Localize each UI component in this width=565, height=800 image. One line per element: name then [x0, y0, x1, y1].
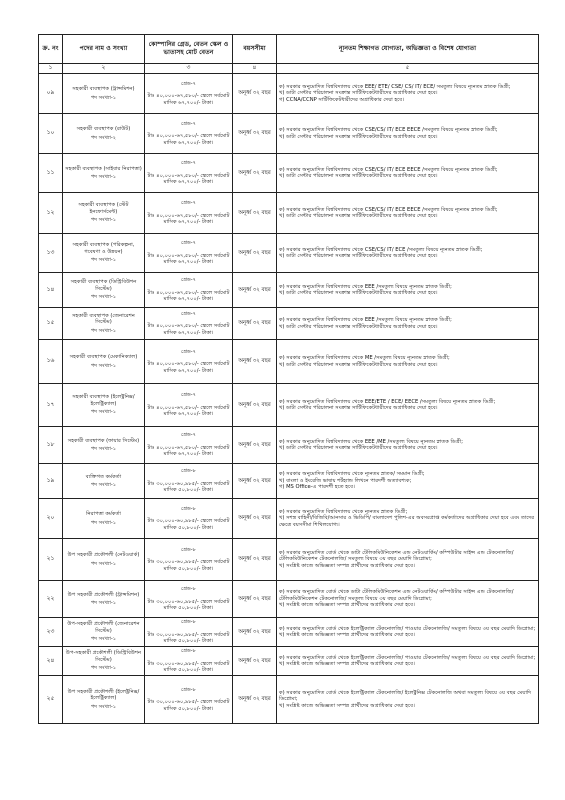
pay-grade: গ্রেড-৭ [180, 310, 197, 317]
table-row [39, 581, 539, 618]
header-pay: কোম্পানির গ্রেড, বেতন স্কেল ও ভাতাসহ মোট বেতন [145, 35, 233, 64]
qualification-line: খ) সংশ্লিষ্ট কাজে অভিজ্ঞতা সম্পন্ন প্রার্থীদের অগ্রাধিকার দেয়া হবে। [279, 562, 415, 569]
pay-scale: টাঃ ৪০,০০০-৬৭,৫৮০/- স্কেলে সর্বমোট মাসিক ৬৭,৭০০/- টাকা। [147, 323, 230, 336]
pay-grade: গ্রেড-৮ [180, 468, 197, 475]
age-limit: অনূর্ধ্ব ৩২ বছর [233, 464, 277, 499]
column-number-row [39, 64, 539, 74]
post-cell [63, 427, 145, 464]
column-number: ২ [63, 64, 145, 74]
post-count: পদ সংখ্যা-১ [90, 94, 117, 101]
pay-grade: গ্রেড-৮ [180, 686, 197, 693]
age-limit: অনূর্ধ্ব ৩২ বছর [233, 234, 277, 273]
age-limit: অনূর্ধ্ব ৩২ বছর [233, 273, 277, 308]
age-limit: অনূর্ধ্ব ৩২ বছর [233, 427, 277, 464]
post-count: পদ সংখ্যা-১ [90, 560, 117, 567]
table-row [39, 499, 539, 539]
serial-number: ২৩ [39, 618, 63, 647]
post-name: সহকারী ব্যবস্থাপক (রাউট) [76, 126, 131, 132]
post-cell [63, 340, 145, 384]
age-limit: অনূর্ধ্ব ৩২ বছর [233, 581, 277, 618]
post-name: সহকারী ব্যবস্থাপক (ফায়ার সিস্টেম) [67, 437, 140, 444]
table-row [39, 114, 539, 154]
age-limit: অনূর্ধ্ব ৩২ বছর [233, 647, 277, 676]
post-name: সহকারী ব্যবস্থাপক (ডিস্ট্রিবিউশন সিস্টেম) [70, 279, 137, 292]
qualification-line: ক) সরকার অনুমোদিত বোর্ড থেকে ইলেক্ট্রিক্যাল টেকনোলজি/ পাওয়ার টেকনোলজি/ সমতুল্য বিষয়ে ৩য় বছর মেয়াদি ডিপ্লোমা; [279, 625, 536, 632]
qualification-cell [277, 234, 539, 273]
post-count: পদ সংখ্যা-১ [90, 636, 117, 643]
job-circular-table [38, 34, 539, 724]
post-cell [63, 539, 145, 581]
serial-number: ১১ [39, 154, 63, 193]
qualification-line: ক) সরকার অনুমোদিত বিশ্ববিদ্যালয় থেকে EEE /ME /সমতুল্য বিষয়ে ন্যূনতম স্নাতক ডিগ্রী; [279, 438, 463, 445]
pay-scale: টাঃ ৪০,০০০-৬৭,৫৮০/- স্কেলে সর্বমোট মাসিক ৬৭,৭০০/- টাকা। [147, 172, 230, 186]
table-row [39, 539, 539, 581]
post-count: পদ সংখ্যা-১ [90, 362, 117, 369]
post-name: সহকারী ব্যবস্থাপক (ট্রান্সমিশন) [72, 86, 135, 92]
age-limit: অনূর্ধ্ব ৩২ বছর [233, 114, 277, 154]
table-row [39, 340, 539, 384]
pay-grade: গ্রেড-৭ [180, 348, 197, 355]
pay-cell [145, 308, 233, 340]
qualification-line: খ) বাংলা ও ইংরেজি ভাষায় শর্টহ্যান্ড লিখনে পারদর্শী অত্যাবশ্যক; [279, 477, 412, 484]
qualification-line: গ) MS Office-এ পারদর্শী হতে হবে। [279, 484, 355, 491]
pay-scale: টাঃ ৩০,০০০-৬০,৯৮৫/- স্কেলে সর্বমোট মাসিক ৫০,৮০০/- টাকা। [147, 598, 230, 612]
pay-scale: টাঃ ৩০,০০০-৬০,৯৮৫/- স্কেলে সর্বমোট মাসিক ৫০,৮০০/- টাকা। [147, 699, 230, 712]
qualification-cell [277, 464, 539, 499]
age-limit: অনূর্ধ্ব ৩২ বছর [233, 154, 277, 193]
age-limit: অনূর্ধ্ব ৩২ বছর [233, 308, 277, 340]
qualification-line: খ) ডাটা সেন্টার পরিচালনা সংক্রান্ত সার্টিফিকেটধারীদের অগ্রাধিকার দেয়া হবে। [279, 90, 438, 97]
qualification-cell [277, 154, 539, 193]
table-row [39, 464, 539, 499]
age-limit: অনূর্ধ্ব ৩২ বছর [233, 539, 277, 581]
qualification-cell [277, 427, 539, 464]
pay-cell [145, 154, 233, 193]
qualification-line: ক) সরকার অনুমোদিত বিশ্ববিদ্যালয় থেকে EEE/ETE / ECE/ EECE /সমতুল্য বিষয়ে ন্যূনতম স্নাতক ডিগ্রী; [279, 398, 496, 405]
qualification-cell [277, 340, 539, 384]
qualification-line: ক) সরকার অনুমোদিত বিশ্ববিদ্যালয় থেকে ME /সমতুল্য বিষয়ে ন্যূনতম স্নাতক ডিগ্রী; [279, 355, 450, 361]
qualification-line: খ) ডাটা সেন্টার পরিচালনা সংক্রান্ত সার্টিফিকেটধারীদের অগ্রাধিকার দেয়া হবে। [279, 253, 438, 259]
post-count: পদ সংখ্যা-১ [90, 409, 117, 416]
post-count: পদ সংখ্যা-১ [90, 294, 117, 301]
table-row [39, 647, 539, 676]
pay-scale: টাঃ ৪০,০০০-৬৭,৫৮০/- স্কেলে সর্বমোট মাসিক ৬৭,৭০০/- টাকা। [147, 252, 230, 266]
qualification-line: ক) সরকার অনুমোদিত বিশ্ববিদ্যালয় থেকে CSE/CS/ IT/ ECE /সমতুল্য বিষয়ে ন্যূনতম স্নাতক ডিগ্রী; [279, 246, 483, 253]
post-name: নিরাপত্তা কর্মকর্তা [86, 511, 121, 517]
post-cell [63, 618, 145, 647]
qualification-cell [277, 499, 539, 539]
header-qualification: ন্যূনতম শিক্ষাগত যোগ্যতা, অভিজ্ঞতা ও বিশেষ যোগ্যতা [277, 35, 539, 64]
table-row [39, 427, 539, 464]
post-count: পদ সংখ্যা-১ [90, 665, 117, 672]
age-limit: অনূর্ধ্ব ৩২ বছর [233, 676, 277, 724]
table-row [39, 384, 539, 427]
post-count: পদ সংখ্যা-২ [90, 134, 117, 141]
serial-number: ২০ [39, 499, 63, 539]
serial-number: ১৫ [39, 308, 63, 340]
qualification-cell [277, 308, 539, 340]
post-cell [63, 114, 145, 154]
pay-scale: টাঃ ৪০,০০০-৬৭,৫৮০/- স্কেলে সর্বমোট মাসিক ৬৭,৭০০/- টাকা। [147, 93, 230, 106]
qualification-line: খ) ডাটা সেন্টার পরিচালনা সংক্রান্ত সার্টিফিকেটধারীদের অগ্রাধিকার দেয়া হবে। [279, 445, 438, 451]
pay-grade: গ্রেড-৭ [180, 200, 197, 207]
pay-scale: টাঃ ৩০,০০০-৬০,৯৮৫/- স্কেলে সর্বমোট মাসিক ৫০,৮০০/- টাকা। [147, 660, 230, 674]
pay-grade: গ্রেড-৮ [180, 648, 197, 655]
pay-cell [145, 676, 233, 724]
post-cell [63, 273, 145, 308]
post-count: পদ সংখ্যা-১ [90, 600, 117, 606]
pay-grade: গ্রেড-৮ [180, 505, 197, 512]
serial-number: ১৮ [39, 427, 63, 464]
age-limit: অনূর্ধ্ব ৩২ বছর [233, 193, 277, 234]
qualification-cell [277, 193, 539, 234]
post-cell [63, 581, 145, 618]
post-name: সহকারী ব্যবস্থাপক (স্টেট ইনফোর্সমেন্ট) [78, 202, 129, 215]
qualification-line: খ) ডাটা সেন্টার পরিচালনা সংক্রান্ত সার্টিফিকেটধারীদের অগ্রাধিকার দেয়া হবে। [279, 405, 438, 411]
pay-scale: টাঃ ৩০,০০০-৬০,৯৮৫/- স্কেলে সর্বমোট মাসিক ৫০,৮০০/- টাকা। [147, 631, 230, 645]
post-name: সহকারী ব্যবস্থাপক (সাইবার নিরাপত্তা) [65, 165, 142, 172]
pay-scale: টাঃ ৪০,০০০-৬৭,৫৮০/- স্কেলে সর্বমোট মাসিক ৬৭,৭০০/- টাকা। [147, 289, 230, 303]
post-count: পদ সংখ্যা-১ [90, 327, 117, 334]
pay-cell [145, 340, 233, 384]
post-count: পদ সংখ্যা-১ [90, 703, 117, 710]
post-cell [63, 499, 145, 539]
qualification-cell [277, 581, 539, 618]
post-cell [63, 234, 145, 273]
recruitment-table-page [38, 34, 538, 724]
pay-cell [145, 427, 233, 464]
qualification-line: ক) সরকার অনুমোদিত বিশ্ববিদ্যালয় থেকে EEE/ ETE/ CSE/ CS/ IT/ ECE/ সমতুল্য বিষয়ে ন্যূনতম স্নাতক ডিগ্রী; [279, 83, 511, 90]
post-cell [63, 647, 145, 676]
qualification-line: ক) সরকার অনুমোদিত বিশ্ববিদ্যালয় থেকে CSE/CS/ IT/ ECE EECE /সমতুল্য বিষয়ে ন্যূনতম স্নাতক ডিগ্রী; [279, 206, 498, 213]
pay-grade: গ্রেড-৮ [180, 619, 197, 626]
age-limit: অনূর্ধ্ব ৩২ বছর [233, 499, 277, 539]
post-name: উপ সহকারী প্রকৌশলী (ট্রান্সমিশন) [67, 591, 140, 598]
post-name: উপ-সহকারী প্রকৌশলী (ডিস্ট্রিবিউশন সিস্টেম) [65, 650, 142, 663]
table-row [39, 234, 539, 273]
pay-scale: টাঃ ৪০,০০০-৬৭,৫৮০/- স্কেলে সর্বমোট মাসিক ৬৭,৭০০/- টাকা। [147, 212, 230, 226]
table-row [39, 618, 539, 647]
pay-cell [145, 539, 233, 581]
qualification-line: খ) সংশ্লিষ্ট কাজে অভিজ্ঞতা সম্পন্ন প্রার্থীদের অগ্রাধিকার দেয়া হবে। [279, 632, 415, 638]
qualification-cell [277, 384, 539, 427]
header-serial: ক্র. নং [39, 35, 63, 64]
serial-number: ২৪ [39, 647, 63, 676]
age-limit: অনূর্ধ্ব ৩২ বছর [233, 618, 277, 647]
pay-scale: টাঃ ৪০,০০০-৬৭,৫৮০/- স্কেলে সর্বমোট মাসিক ৬৭,৭০০/- টাকা। [147, 361, 230, 374]
post-name: সহকারী ব্যবস্থাপক (মেকানিক্যাল) [69, 354, 138, 360]
qualification-line: ক) সরকার অনুমোদিত বিশ্ববিদ্যালয় থেকে EEE /সমতুল্য বিষয়ে ন্যূনতম স্নাতক ডিগ্রী; [279, 283, 452, 290]
post-cell [63, 154, 145, 193]
qualification-line: গ) CCNA/CCNP সার্টিফিকেটধারীদের অগ্রাধিকার দেয়া হবে। [279, 96, 405, 103]
qualification-line: খ) ডাটা সেন্টার পরিচালনা সংক্রান্ত সার্টিফিকেটধারীদের অগ্রাধিকার দেয়া হবে। [279, 213, 438, 219]
table-row [39, 74, 539, 114]
qualification-line: খ) সংশ্লিষ্ট কাজে অভিজ্ঞতা সম্পন্ন প্রার্থীদের অগ্রাধিকার দেয়া হবে। [279, 661, 415, 667]
qualification-line: খ) সংশ্লিষ্ট কাজে অভিজ্ঞতা সম্পন্ন প্রার্থীদের অগ্রাধিকার দেয়া হবে। [279, 702, 415, 709]
age-limit: অনূর্ধ্ব ৩২ বছর [233, 340, 277, 384]
pay-scale: টাঃ ৪০,০০০-৬৭,৫৮০/- স্কেলে সর্বমোট মাসিক ৬৭,৭০০/- টাকা। [147, 404, 230, 418]
post-cell [63, 384, 145, 427]
qualification-line: ক) সরকার অনুমোদিত বোর্ড থেকে ইলেক্ট্রিক্যাল টেকনোলজি/ পাওয়ার টেকনোলজি/ সমতুল্য বিষয়ে ৩য় বছর মেয়াদি ডিপ্লোমা; [279, 654, 536, 661]
pay-grade: গ্রেড-৭ [180, 80, 197, 87]
column-number: ৫ [277, 64, 539, 74]
pay-cell [145, 273, 233, 308]
serial-number: ২৫ [39, 676, 63, 724]
qualification-line: ক) সরকার অনুমোদিত বিশ্ববিদ্যালয় থেকে CSE/CS/ IT/ ECE EECE /সমতুল্য বিষয়ে ন্যূনতম স্নাতক ডিগ্রী; [279, 166, 498, 173]
column-number: ১ [39, 64, 63, 74]
qualification-line: ক) সরকার অনুমোদিত বোর্ড থেকে ডাটা টেলিকমিউনিকেশন এন্ড নেটওয়ার্কিং/ কম্পিউটার সাইন্স এন্ড টেকনোলজি/ টেলিকমিউনিকেশন টেকনোলজি/ সমতুল্য বিষয়ে ৩য় বছর মেয়াদি ডিপ্লোমা; [279, 549, 514, 563]
qualification-line: ক) সরকার অনুমোদিত বিশ্ববিদ্যালয় থেকে EEE /সমতুল্য বিষয়ে ন্যূনতম স্নাতক ডিগ্রী; [279, 317, 452, 323]
header-age: বয়সসীমা [233, 35, 277, 64]
qualification-line: খ) সশস্ত্র বাহিনী/বিজিবি/আনসার ও ভিডিপি/ বাংলাদেশ পুলিশ-এর অবসরপ্রাপ্ত কর্মকর্তাদের অগ্রাধিকার দেয়া হবে এবং তাদের ক্ষেত্রে বয়সসীমা শিথিলযোগ্য। [279, 515, 535, 528]
serial-number: ১৪ [39, 273, 63, 308]
serial-number: ০৯ [39, 74, 63, 114]
post-name: সহকারী ব্যবস্থাপক (জেনারেশন সিস্টেম) [72, 312, 135, 326]
pay-cell [145, 581, 233, 618]
post-cell [63, 464, 145, 499]
qualification-line: ক) সরকার অনুমোদিত বিশ্ববিদ্যালয় থেকে CSE/CS/ IT/ ECE EECE /সমতুল্য বিষয়ে ন্যূনতম স্নাতক ডিগ্রী; [279, 127, 498, 133]
post-count: পদ সংখ্যা-১ [90, 174, 117, 180]
pay-cell [145, 647, 233, 676]
pay-cell [145, 384, 233, 427]
post-count: পদ সংখ্যা-১ [90, 217, 117, 224]
pay-cell [145, 114, 233, 154]
serial-number: ২২ [39, 581, 63, 618]
table-row [39, 193, 539, 234]
pay-cell [145, 234, 233, 273]
post-name: উপ সহকারী প্রকৌশলী (নেটওয়ার্ক) [67, 552, 140, 558]
qualification-cell [277, 74, 539, 114]
age-limit: অনূর্ধ্ব ৩২ বছর [233, 384, 277, 427]
pay-cell [145, 618, 233, 647]
table-row [39, 273, 539, 308]
serial-number: ১৯ [39, 464, 63, 499]
pay-grade: গ্রেড-৭ [180, 392, 197, 399]
table-body [39, 74, 539, 724]
qualification-cell [277, 114, 539, 154]
table-row [39, 154, 539, 193]
serial-number: ১৬ [39, 340, 63, 384]
pay-scale: টাঃ ৩০,০০০-৬০,৯৮৫/- স্কেলে সর্বমোট মাসিক ৫০,৮০০/- টাকা। [147, 559, 230, 572]
post-count: পদ সংখ্যা-১ [90, 482, 117, 488]
table-row [39, 676, 539, 724]
serial-number: ২১ [39, 539, 63, 581]
table-row [39, 308, 539, 340]
post-cell [63, 676, 145, 724]
pay-cell [145, 193, 233, 234]
post-count: পদ সংখ্যা-১ [90, 257, 117, 264]
post-cell [63, 74, 145, 114]
qualification-cell [277, 647, 539, 676]
pay-grade: গ্রেড-৭ [180, 120, 197, 127]
qualification-line: খ) ডাটা সেন্টার পরিচালনা সংক্রান্ত সার্টিফিকেটধারীদের অগ্রাধিকার দেয়া হবে। [279, 133, 438, 140]
pay-scale: টাঃ ৩০,০০০-৬০,৯৮৫/- স্কেলে সর্বমোট মাসিক ৫০,৮০০/- টাকা। [147, 518, 230, 531]
pay-grade: গ্রেড-৭ [180, 432, 197, 439]
post-name: উপ সহকারী প্রকৌশলী (ইলেক্ট্রনিক্স/ ইলেক্ট্রিক্যাল) [67, 688, 140, 702]
serial-number: ১২ [39, 193, 63, 234]
post-count: পদ সংখ্যা-১ [90, 519, 117, 526]
pay-grade: গ্রেড-৭ [180, 277, 197, 284]
post-count: পদ সংখ্যা-১ [90, 446, 117, 452]
pay-grade: গ্রেড-৮ [180, 586, 197, 593]
pay-cell [145, 464, 233, 499]
post-name: উপ-সহকারী প্রকৌশলী (জেনারেশন সিস্টেম) [67, 621, 140, 634]
header-row [39, 35, 539, 64]
age-limit: অনূর্ধ্ব ৩২ বছর [233, 74, 277, 114]
qualification-line: খ) সংশ্লিষ্ট কাজে অভিজ্ঞতা সম্পন্ন প্রার্থীদের অগ্রাধিকার দেয়া হবে। [279, 602, 415, 609]
qualification-line: খ) ডাটা সেন্টার পরিচালনা সংক্রান্ত সার্টিফিকেটধারীদের অগ্রাধিকার দেয়া হবে। [279, 173, 438, 179]
qualification-line: ক) সরকার অনুমোদিত বিশ্ববিদ্যালয় থেকে ন্যূনতম স্নাতক/ সমমান ডিগ্রী; [279, 471, 425, 478]
pay-scale: টাঃ ৩০,০০০-৬০,৯৮৫/- স্কেলে সর্বমোট মাসিক ৫০,৮০০/- টাকা। [147, 480, 230, 494]
qualification-cell [277, 273, 539, 308]
column-number: ৪ [233, 64, 277, 74]
serial-number: ১০ [39, 114, 63, 154]
post-name: সহকারী ব্যবস্থাপক (ইলেক্ট্রনিক্স/ ইলেক্ট্রিক্যাল) [72, 394, 135, 407]
serial-number: ১৭ [39, 384, 63, 427]
pay-scale: টাঃ ৪০,০০০-৬৭,৫৮০/- স্কেলে সর্বমোট মাসিক ৬৭,৭০০/- টাকা। [147, 133, 230, 146]
pay-scale: টাঃ ৪০,০০০-৬৭,৫৮০/- স্কেলে সর্বমোট মাসিক ৬৭,৭০০/- টাকা। [147, 444, 230, 458]
qualification-line: ক) সরকার অনুমোদিত বিশ্ববিদ্যালয় থেকে ন্যূনতম স্নাতক ডিগ্রী; [279, 508, 408, 515]
post-cell [63, 308, 145, 340]
pay-grade: গ্রেড-৭ [180, 160, 197, 167]
qualification-cell [277, 618, 539, 647]
qualification-line: খ) ডাটা সেন্টার পরিচালনা সংক্রান্ত সার্টিফিকেটধারীদের অগ্রাধিকার দেয়া হবে। [279, 290, 438, 296]
serial-number: ১৩ [39, 234, 63, 273]
pay-grade: গ্রেড-৮ [180, 546, 197, 553]
header-post: পদের নাম ও সংখ্যা [63, 35, 145, 64]
qualification-line: ক) সরকার অনুমোদিত বোর্ড থেকে ডাটা টেলিকমিউনিকেশন এন্ড নেটওয়ার্কিং/ কম্পিউটার সাইন্স এন্ড টেকনোলজি/ টেলিকমিউনিকেশন টেকনোলজি/ সমতুল্য বিষয়ে ৩য় বছর মেয়াদি ডিপ্লোমা; [279, 589, 514, 602]
qualification-cell [277, 676, 539, 724]
post-cell [63, 193, 145, 234]
pay-cell [145, 499, 233, 539]
qualification-line: খ) ডাটা সেন্টার পরিচালনা সংক্রান্ত সার্টিফিকেটধারীদের অগ্রাধিকার দেয়া হবে। [279, 361, 438, 368]
pay-cell [145, 74, 233, 114]
column-number: ৩ [145, 64, 233, 74]
qualification-line: ক) সরকার অনুমোদিত বোর্ড থেকে ইলেক্ট্রিক্যাল টেকনোলজি/ ইলেক্ট্রনিক্স টেকনোলজি অথবা সমতুল্য বিষয়ে ৩য় বছর মেয়াদি ডিপ্লোমা; [279, 689, 532, 703]
qualification-line: খ) ডাটা সেন্টার পরিচালনা সংক্রান্ত সার্টিফিকেটধারীদের অগ্রাধিকার দেয়া হবে। [279, 323, 438, 330]
post-name: সহকারী ব্যবস্থাপক (পরিকল্পনা, গবেষণা ও উন্নয়ন) [72, 242, 135, 255]
qualification-cell [277, 539, 539, 581]
post-name: ব্যক্তিগত কর্মকর্তা [85, 473, 122, 480]
pay-grade: গ্রেড-৭ [180, 240, 197, 247]
